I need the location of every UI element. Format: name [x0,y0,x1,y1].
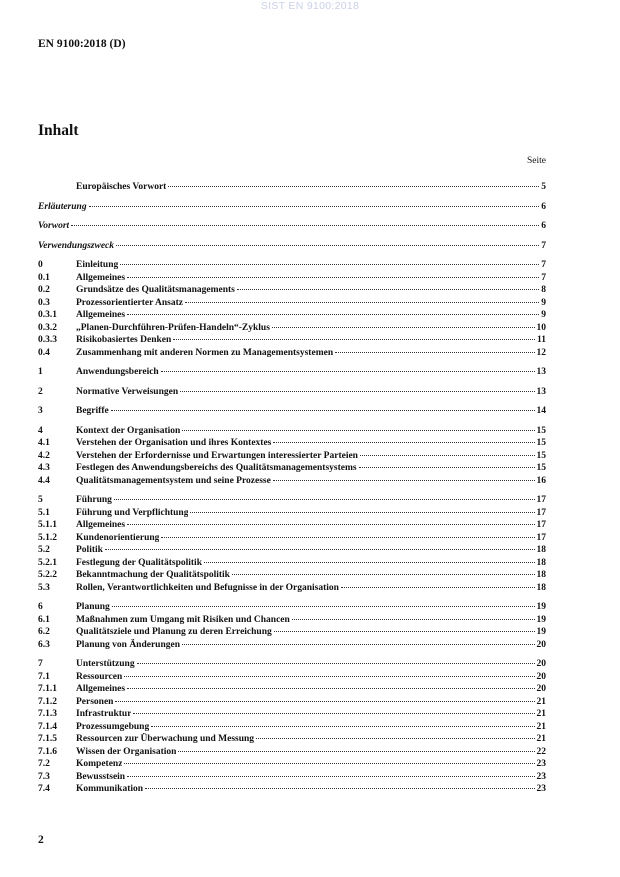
toc-entry-label: Planung von Änderungen [76,639,181,650]
toc-entry-page: 23 [536,784,546,794]
toc-entry[interactable] [38,746,546,759]
toc-entry[interactable] [38,614,546,627]
toc-entry-number: 7.1.2 [38,696,57,707]
toc-entry-page: 21 [536,696,546,707]
toc-entry[interactable] [38,494,546,507]
toc-entry-number: 7.4 [38,784,50,794]
toc-entry-page: 18 [536,545,546,555]
toc-leader-dots [190,512,534,513]
toc-entry-number: 4 [38,425,43,436]
toc-entry[interactable] [38,721,546,734]
toc-entry-number: 6 [38,602,43,612]
toc-entry-page: 19 [536,627,546,637]
toc-entry-page: 18 [536,557,546,568]
toc-entry-number: 4.3 [38,463,50,473]
toc-entry-number: 4.4 [38,475,50,486]
toc-entry-number: 7.3 [38,771,50,782]
toc-entry[interactable] [38,696,546,709]
toc-leader-dots [273,442,534,443]
toc-entry[interactable] [38,708,546,721]
toc-leader-dots [182,644,534,645]
toc-entry-label: Festlegung der Qualitätspolitik [76,557,202,568]
toc-entry-page: 9 [541,297,546,308]
toc-leader-dots [178,751,534,752]
toc-entry-page: 8 [541,285,546,295]
toc-entry-number: 1 [38,367,43,377]
toc-entry-number: 2 [38,386,43,397]
toc-entry-label: Planung [76,602,110,612]
toc-leader-dots [256,738,534,739]
toc-entry-page: 15 [536,463,546,473]
toc-entry-page: 16 [536,475,546,486]
toc-entry[interactable] [38,437,546,450]
toc-leader-dots [173,339,535,340]
toc-leader-dots [137,663,535,664]
toc-entry-number: 3 [38,406,43,416]
toc-leader-dots [112,606,535,607]
toc-entry[interactable] [38,259,546,272]
toc-entry[interactable] [38,405,546,418]
toc-entry-page: 7 [541,240,546,251]
toc-entry[interactable] [38,671,546,684]
toc-entry-number: 6.3 [38,639,50,650]
toc-entry-label: Zusammenhang mit anderen Normen zu Managementsystemen [76,347,334,358]
toc-entry[interactable] [38,272,546,285]
toc-entry[interactable] [38,582,546,595]
toc-entry[interactable] [38,557,546,570]
toc-entry-label: Bekanntmachung der Qualitätspolitik [76,570,230,580]
toc-entry-number: 0.3.3 [38,335,57,345]
toc-leader-dots [127,524,534,525]
toc-entry-number: 7.1.3 [38,709,57,719]
toc-entry[interactable] [38,347,546,360]
toc-entry-label: Einleitung [76,260,119,270]
toc-entry-label: Kontext der Organisation [76,425,181,436]
toc-entry-number: 0.3 [38,297,50,308]
toc-entry-label: Begriffe [76,406,109,416]
toc-entry-label: Verstehen der Organisation und ihres Kontextes [76,438,272,448]
toc-entry-page: 22 [536,746,546,757]
toc-entry-page: 18 [536,570,546,580]
toc-entry-label: Allgemeines [76,520,126,530]
toc-entry-number: 5.1.1 [38,520,57,530]
toc-entry-page: 17 [536,532,546,543]
toc-entry-page: 14 [536,406,546,416]
toc-entry-page: 21 [536,709,546,719]
toc-entry-label: Infrastruktur [76,709,132,719]
toc-entry-label: Verstehen der Erfordernisse und Erwartungen interessierter Parteien [76,450,358,461]
toc-entry-label: Ressourcen [76,671,123,682]
toc-entry-label: Rollen, Verantwortlichkeiten und Befugnisse in der Organisation [76,582,339,593]
toc-entry-label: Festlegen des Anwendungsbereichs des Qualitätsmanagementsystems [76,463,357,473]
toc-entry-number: 0 [38,260,43,270]
toc-entry-number: 5.2 [38,545,50,555]
toc-entry-number: 0.3.2 [38,322,57,333]
toc-entry-label: Verwendungszweck [38,240,115,251]
toc-entry-label: „Planen-Durchführen-Prüfen-Handeln“-Zyklus [76,322,270,333]
toc-entry-number: 7.1.1 [38,684,57,694]
toc-leader-dots [111,410,535,411]
toc-entry-label: Maßnahmen zum Umgang mit Risiken und Chancen [76,614,290,625]
toc-entry-number: 6.1 [38,614,50,625]
toc-leader-dots [180,391,534,392]
toc-entry-label: Kommunikation [76,784,144,794]
toc-entry[interactable] [38,425,546,438]
toc-entry[interactable] [38,220,546,233]
toc-entry-number: 0.2 [38,285,50,295]
toc-entry-label: Kundenorientierung [76,532,160,543]
toc-entry[interactable] [38,771,546,784]
toc-entry[interactable] [38,240,546,253]
toc-leader-dots [105,549,535,550]
toc-entry-page: 15 [536,450,546,461]
toc-entry-page: 20 [536,639,546,650]
toc-leader-dots [274,631,535,632]
toc-entry-page: 20 [536,659,546,669]
toc-entry[interactable] [38,639,546,652]
toc-leader-dots [360,455,535,456]
toc-entry-number: 0.3.1 [38,310,57,320]
toc-entry-label: Grundsätze des Qualitätsmanagements [76,285,235,295]
toc-entry-page: 23 [536,771,546,782]
toc-entry-label: Anwendungsbereich [76,367,159,377]
toc-entry-number: 7.1.5 [38,734,57,744]
toc-entry-number: 5.3 [38,582,50,593]
toc-entry[interactable] [38,366,546,379]
toc-entry-number: 6.2 [38,627,50,637]
toc-entry-label: Kompetenz [76,759,123,769]
toc-leader-dots [335,352,534,353]
toc-entry-number: 5.2.1 [38,557,57,568]
toc-leader-dots [161,537,534,538]
toc-entry-label: Allgemeines [76,684,126,694]
toc-entry[interactable] [38,532,546,545]
toc-leader-dots [116,245,539,246]
toc-entry-page: 20 [536,671,546,682]
toc-entry-label: Vorwort [38,221,70,231]
toc-entry-number: 4.1 [38,438,50,448]
toc-entry[interactable] [38,658,546,671]
toc-entry[interactable] [38,334,546,347]
toc-entry-page: 6 [541,221,546,231]
toc-entry-number: 5 [38,495,43,505]
toc-entry-page: 20 [536,684,546,694]
toc-leader-dots [114,499,535,500]
toc-entry[interactable] [38,284,546,297]
toc-entry-number: 0.1 [38,272,50,283]
toc-leader-dots [115,701,534,702]
toc-entry-page: 13 [536,367,546,377]
toc-entry[interactable] [38,683,546,696]
toc-entry[interactable] [38,181,546,194]
toc-entry[interactable] [38,386,546,399]
toc-entry[interactable] [38,601,546,614]
toc-entry-label: Europäisches Vorwort [76,182,167,192]
document-id: EN 9100:2018 (D) [38,38,126,50]
toc-entry-label: Führung [76,495,112,505]
toc-entry-label: Politik [76,545,103,555]
toc-entry[interactable] [38,519,546,532]
toc-entry-label: Unterstützung [76,659,135,669]
toc-leader-dots [185,302,539,303]
toc-entry-page: 6 [541,201,546,212]
toc-leader-dots [133,713,534,714]
toc-entry-label: Führung und Verpflichtung [76,507,189,518]
toc-entry-label: Risikobasiertes Denken [76,335,172,345]
toc-entry-label: Bewusstsein [76,771,126,782]
toc-entry-number: 7.2 [38,759,50,769]
toc-entry-page: 21 [536,734,546,744]
toc-entry-number: 7.1.6 [38,746,57,757]
toc-entry-label: Qualitätsziele und Planung zu deren Erreichung [76,627,272,637]
toc-entry-page: 17 [536,507,546,518]
toc-entry[interactable] [38,569,546,582]
toc-entry[interactable] [38,309,546,322]
toc-leader-dots [124,763,534,764]
toc-entry-page: 19 [536,614,546,625]
toc-entry-page: 23 [536,759,546,769]
toc-leader-dots [182,430,534,431]
toc-leader-dots [204,562,535,563]
toc-entry-label: Allgemeines [76,272,126,283]
toc-leader-dots [127,776,534,777]
toc-entry[interactable] [38,758,546,771]
page-column-header: Seite [527,156,546,166]
toc-entry-page: 7 [541,272,546,283]
toc-entry-label: Personen [76,696,114,707]
toc-entry-page: 17 [536,520,546,530]
toc-entry-number: 5.1 [38,507,50,518]
toc-entry-number: 4.2 [38,450,50,461]
toc-leader-dots [341,587,535,588]
toc-leader-dots [168,186,539,187]
toc-entry-page: 18 [536,582,546,593]
toc-leader-dots [145,788,534,789]
toc-entry-label: Allgemeines [76,310,126,320]
toc-entry-label: Prozessumgebung [76,721,150,732]
toc-leader-dots [273,480,535,481]
toc-entry-number: 0.4 [38,347,50,358]
toc-entry-page: 5 [541,182,546,192]
toc-entry[interactable] [38,450,546,463]
toc-entry-label: Prozessorientierter Ansatz [76,297,184,308]
toc-entry-page: 13 [536,386,546,397]
toc-entry-label: Wissen der Organisation [76,746,177,757]
toc-entry-number: 5.2.2 [38,570,57,580]
toc-entry-number: 7.1.4 [38,721,57,732]
toc-entry[interactable] [38,544,546,557]
toc-entry[interactable] [38,783,546,796]
toc-entry-label: Normative Verweisungen [76,386,179,397]
toc-entry-label: Ressourcen zur Überwachung und Messung [76,734,255,744]
toc-leader-dots [232,574,535,575]
toc-entry[interactable] [38,322,546,335]
toc-entry-page: 12 [536,347,546,358]
toc-leader-dots [292,619,535,620]
toc-entry-page: 21 [536,721,546,732]
toc-entry-page: 11 [537,335,546,345]
toc-leader-dots [127,688,534,689]
toc-leader-dots [89,206,540,207]
toc-entry-label: Qualitätsmanagementsystem und seine Prozesse [76,475,271,486]
toc-entry-label: Erläuterung [38,201,87,212]
toc-entry[interactable] [38,733,546,746]
toc-entry-page: 10 [536,322,546,333]
toc-entry[interactable] [38,475,546,488]
toc-leader-dots [71,225,539,226]
toc-entry-page: 19 [536,602,546,612]
toc-entry-number: 7.1 [38,671,50,682]
toc-leader-dots [120,264,539,265]
toc-leader-dots [161,371,535,372]
toc-entry-page: 15 [536,438,546,448]
table-of-contents [38,181,546,796]
toc-entry[interactable] [38,201,546,214]
toc-entry-number: 5.1.2 [38,532,57,543]
toc-leader-dots [237,289,539,290]
toc-leader-dots [124,676,534,677]
toc-entry-page: 17 [536,495,546,505]
page-title: Inhalt [38,122,79,139]
toc-entry-page: 7 [541,260,546,270]
toc-leader-dots [127,314,539,315]
toc-leader-dots [272,327,535,328]
toc-entry[interactable] [38,297,546,310]
toc-entry-number: 7 [38,659,43,669]
toc-entry[interactable] [38,507,546,520]
toc-entry-page: 15 [536,425,546,436]
toc-leader-dots [127,277,539,278]
page-number: 2 [38,834,44,846]
toc-leader-dots [359,467,535,468]
toc-entry[interactable] [38,462,546,475]
toc-entry[interactable] [38,626,546,639]
toc-entry-page: 9 [541,310,546,320]
watermark: SIST EN 9100:2018 [260,0,360,12]
toc-leader-dots [151,726,534,727]
